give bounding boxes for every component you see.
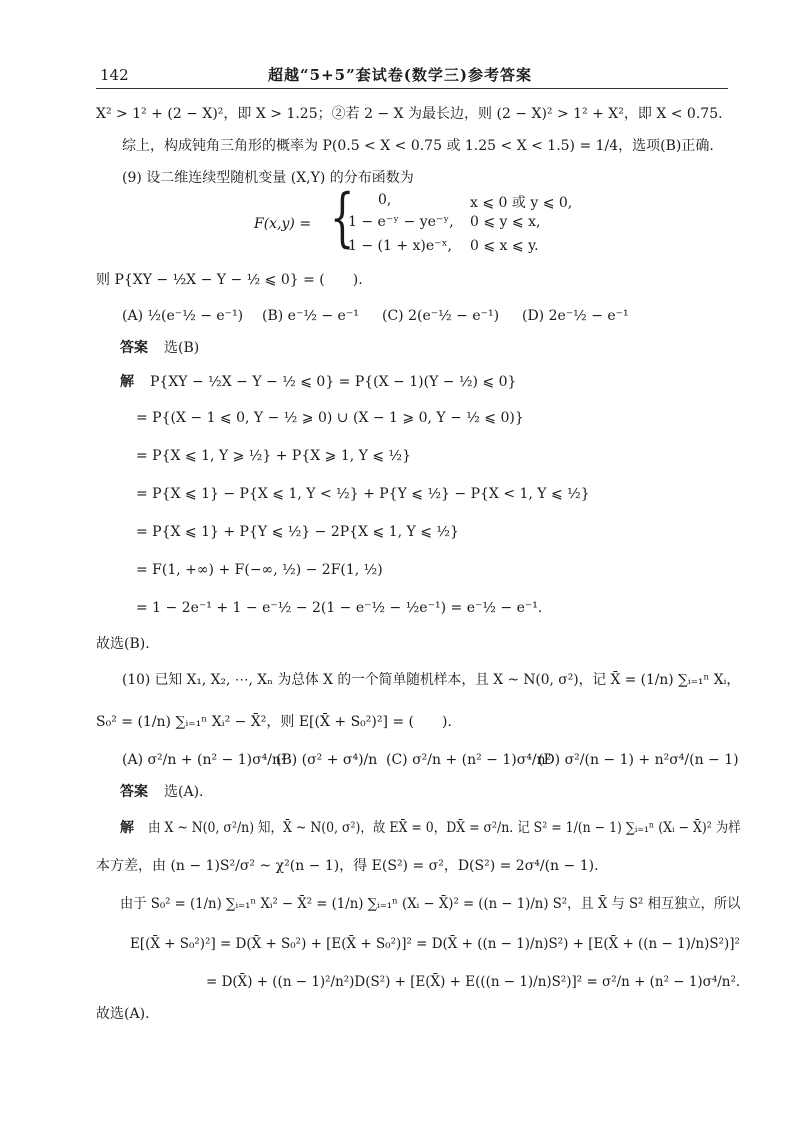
solution-8-continued-line: X² > 1² + (2 − X)²，即 X > 1.25；②若 2 − X 为最长边，则 (2 − X)² > 1² + X²，即 X < 0.75.	[96, 106, 723, 122]
solution-9-step-5: = P{X ⩽ 1} + P{Y ⩽ ½} − 2P{X ⩽ 1, Y ⩽ ½}	[136, 524, 459, 540]
solution-9-step-1: P{XY − ½X − Y − ½ ⩽ 0} = P{(X − 1)(Y − ½) ⩽ 0}	[150, 374, 517, 390]
solution-label-9: 解	[120, 374, 134, 390]
solution-label-10: 解	[120, 820, 134, 836]
header-rule	[96, 88, 728, 89]
piecewise-case-2-value: 1 − e⁻ʸ − ye⁻ʸ,	[348, 214, 454, 230]
solution-9-step-6: = F(1, +∞) + F(−∞, ½) − 2F(1, ½)	[136, 562, 383, 578]
piecewise-case-2-condition: 0 ⩽ y ⩽ x,	[470, 214, 541, 230]
page-number: 142	[100, 66, 129, 84]
answer-label-10: 答案	[120, 784, 148, 800]
solution-9-step-7: = 1 − 2e⁻¹ + 1 − e⁻½ − 2(1 − e⁻½ − ½e⁻¹) = e⁻½ − e⁻¹.	[136, 600, 543, 616]
solution-10-step-5: = D(X̄) + ((n − 1)²/n²)D(S²) + [E(X̄) + E(((n − 1)/n)S²)]² = σ²/n + (n² − 1)σ⁴/n².	[206, 974, 741, 990]
problem-9-statement: (9) 设二维连续型随机变量 (X,Y) 的分布函数为	[122, 170, 414, 186]
piecewise-case-1-value: 0,	[378, 192, 392, 208]
piecewise-case-3-condition: 0 ⩽ x ⩽ y.	[470, 238, 539, 254]
answer-text-9: 选(B)	[164, 340, 200, 356]
problem-9-option-b: (B) e⁻½ − e⁻¹	[262, 308, 359, 324]
solution-9-step-4: = P{X ⩽ 1} − P{X ⩽ 1, Y < ½} + P{Y ⩽ ½} − P{X < 1, Y ⩽ ½}	[136, 486, 590, 502]
problem-10-option-d: (D) σ²/(n − 1) + n²σ⁴/(n − 1)	[538, 752, 739, 768]
solution-9-step-3: = P{X ⩽ 1, Y ⩾ ½} + P{X ⩾ 1, Y ⩽ ½}	[136, 448, 411, 464]
problem-9-question: 则 P{XY − ½X − Y − ½ ⩽ 0} = ( ).	[96, 272, 363, 288]
answer-text-10: 选(A).	[164, 784, 204, 800]
solution-9-step-2: = P{(X − 1 ⩽ 0, Y − ½ ⩾ 0) ∪ (X − 1 ⩾ 0, Y − ½ ⩽ 0)}	[136, 410, 524, 426]
solution-8-conclusion: 综上，构成钝角三角形的概率为 P(0.5 < X < 0.75 或 1.25 < X < 1.5) = 1/4，选项(B)正确.	[122, 138, 714, 154]
solution-9-conclusion: 故选(B).	[96, 636, 150, 652]
problem-10-question: S₀² = (1/n) ∑ᵢ₌₁ⁿ Xᵢ² − X̄²，则 E[(X̄ + S₀²)²] = ( ).	[96, 714, 452, 730]
problem-10-option-b: (B) (σ² + σ⁴)/n	[276, 752, 378, 768]
problem-9-option-c: (C) 2(e⁻½ − e⁻¹)	[382, 308, 500, 324]
solution-10-step-1: 由 X ~ N(0, σ²/n) 知，X̄ ~ N(0, σ²)，故 EX̄ = 0，DX̄ = σ²/n. 记 S² = 1/(n − 1) ∑ᵢ₌₁ⁿ (Xᵢ − X̄)² 为样	[148, 820, 741, 836]
problem-10-option-a: (A) σ²/n + (n² − 1)σ⁴/n²	[122, 752, 287, 768]
running-header-title: 超越“5+5”套试卷(数学三)参考答案	[268, 66, 532, 84]
solution-10-step-4: E[(X̄ + S₀²)²] = D(X̄ + S₀²) + [E(X̄ + S₀²)]² = D(X̄ + ((n − 1)/n)S²) + [E(X̄ + ((n − 1)/n)S²)]²	[130, 936, 740, 952]
piecewise-case-3-value: 1 − (1 + x)e⁻ˣ,	[348, 238, 452, 254]
solution-10-conclusion: 故选(A).	[96, 1006, 150, 1022]
piecewise-brace: {	[330, 181, 355, 255]
problem-10-statement: (10) 已知 X₁, X₂, ⋯, Xₙ 为总体 X 的一个简单随机样本，且 X ~ N(0, σ²)，记 X̄ = (1/n) ∑ᵢ₌₁ⁿ Xᵢ，	[122, 672, 741, 688]
problem-9-option-a: (A) ½(e⁻½ − e⁻¹)	[122, 308, 244, 324]
problem-9-option-d: (D) 2e⁻½ − e⁻¹	[522, 308, 629, 324]
solution-10-step-2: 本方差，由 (n − 1)S²/σ² ~ χ²(n − 1)，得 E(S²) = σ²，D(S²) = 2σ⁴/(n − 1).	[96, 858, 599, 874]
answer-label-9: 答案	[120, 340, 148, 356]
solution-10-step-3: 由于 S₀² = (1/n) ∑ᵢ₌₁ⁿ Xᵢ² − X̄² = (1/n) ∑ᵢ₌₁ⁿ (Xᵢ − X̄)² = ((n − 1)/n) S²，且 X̄ 与 S² 相互独立，所以	[120, 896, 741, 912]
problem-10-option-c: (C) σ²/n + (n² − 1)σ⁴/n²	[386, 752, 552, 768]
distribution-function-lhs: F(x,y) =	[254, 216, 312, 232]
piecewise-case-1-condition: x ⩽ 0 或 y ⩽ 0,	[470, 195, 573, 211]
